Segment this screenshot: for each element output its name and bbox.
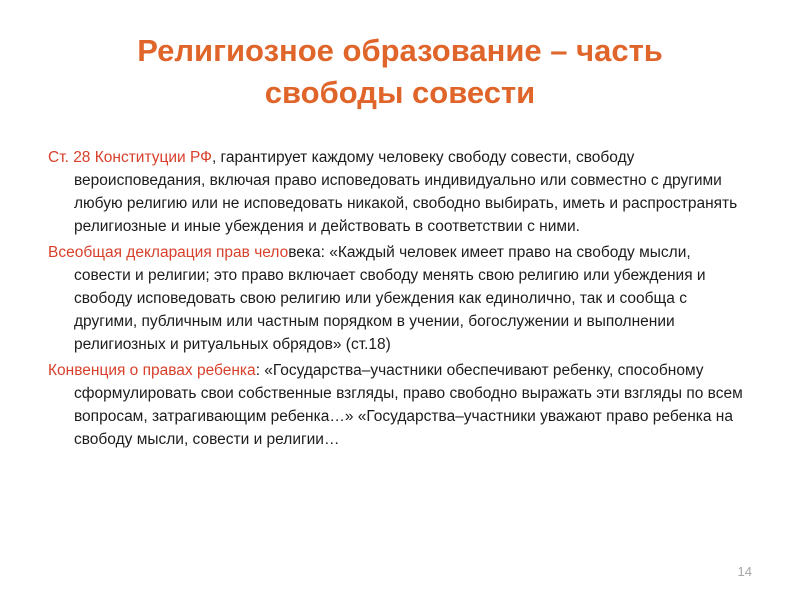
slide-title — [40, 30, 760, 114]
paragraph-declaration — [48, 241, 748, 356]
paragraph-text-convention: : «Государства–участники обеспечивают ребенку, способному сформулировать свои собственные взгляды, право свободно выражать эти взгляды по всем вопросам, затрагивающим ребенка…» «Государства–участники уважают право ребенка на свободу мысли, совести и религии… — [74, 362, 743, 448]
paragraph-text-declaration: века: «Каждый человек имеет право на свободу мысли, совести и религии; это право включает свободу менять свою религию или убеждения и свободу исповедовать свою религию или убеждения как единолично, так и сообща с другими, публичным или частным порядком в учении, богослужении и выполнении религиозных и ритуальных обрядов» (ст.18) — [74, 244, 706, 353]
page-number: 14 — [737, 564, 752, 579]
title-line-1: Религиозное образование – часть — [137, 33, 663, 68]
paragraph-lead-convention: Конвенция о правах ребенка — [48, 362, 256, 379]
slide-body — [48, 146, 748, 454]
paragraph-lead-declaration: Всеобщая декларация прав чело — [48, 244, 289, 261]
title-line-2: свободы совести — [264, 75, 536, 110]
paragraph-text-constitution: , гарантирует каждому человеку свободу совести, свободу вероисповедания, включая право исповедовать индивидуально или совместно с другими любую религию или не исповедовать никакой, свободно выбирать, иметь и распространять религиозные и иные убеждения и действовать в соответствии с ними. — [74, 149, 738, 235]
paragraph-constitution — [48, 146, 748, 238]
paragraph-convention — [48, 359, 748, 451]
paragraph-lead-constitution: Ст. 28 Конституции РФ — [48, 149, 212, 166]
